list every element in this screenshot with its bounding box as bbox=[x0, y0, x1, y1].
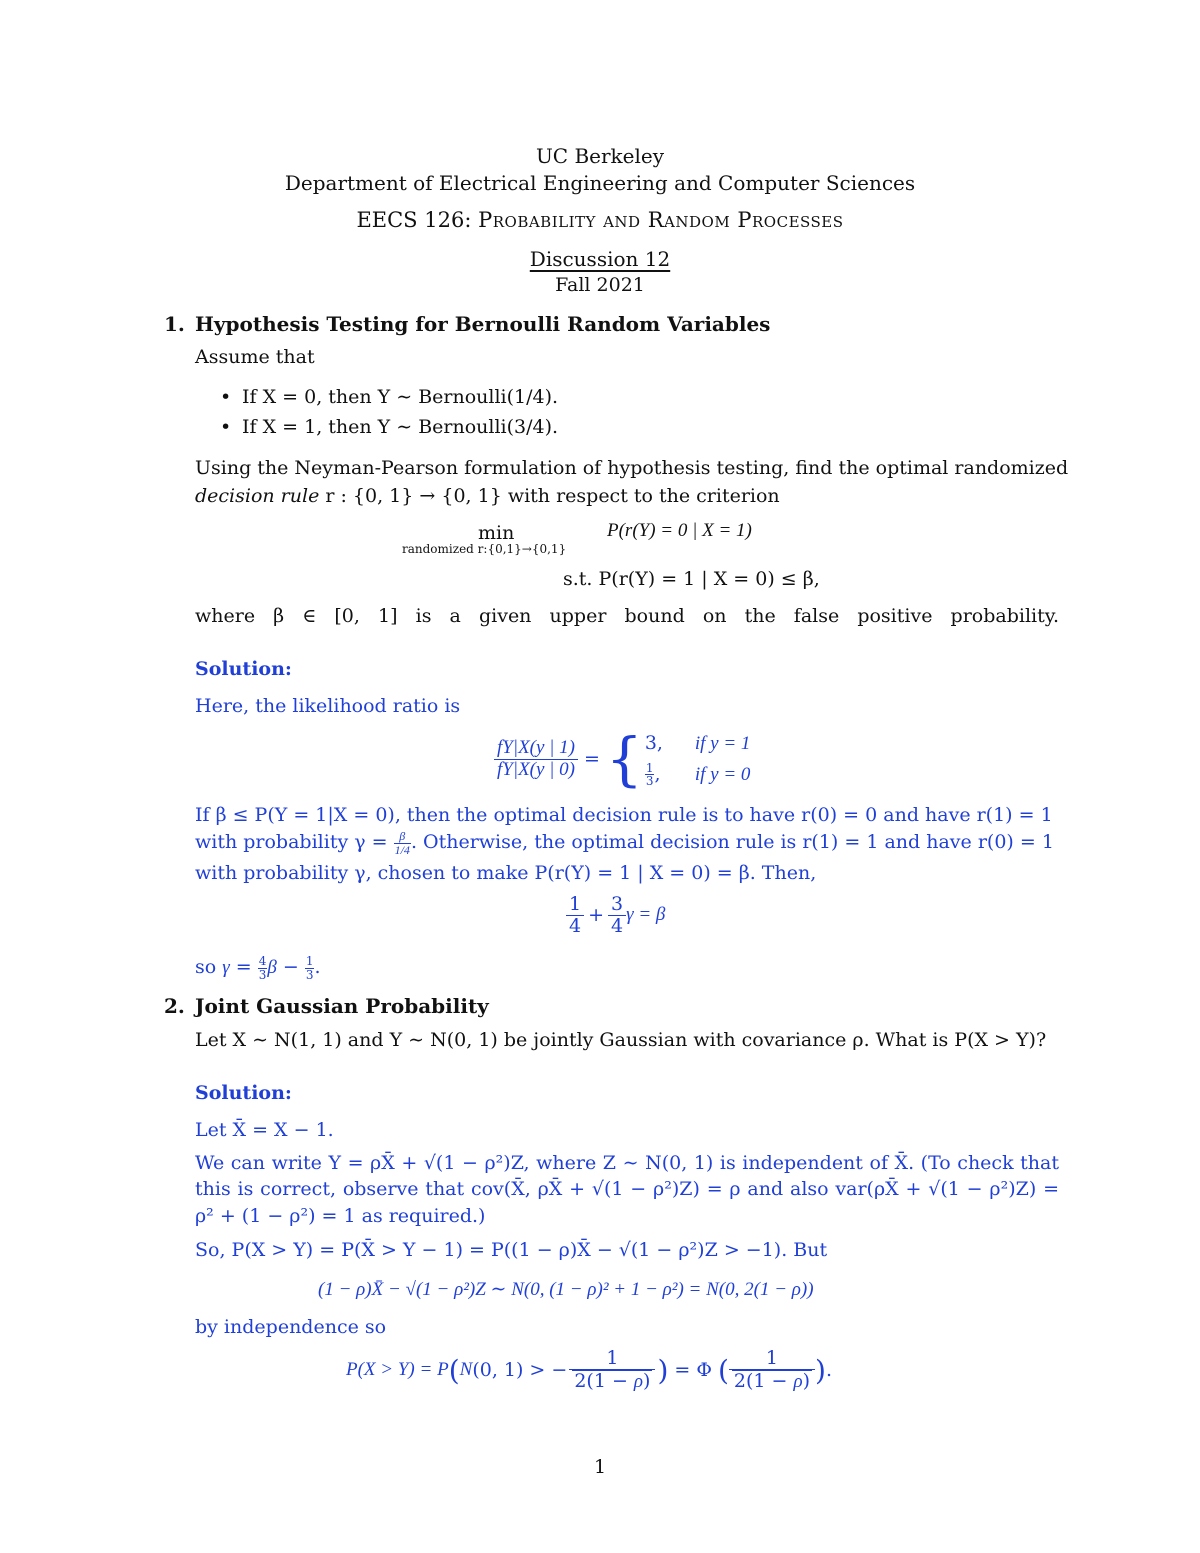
solution-2-line-by: by independence so bbox=[195, 1316, 387, 1338]
lr-case-1-condition: if y = 1 bbox=[694, 733, 751, 754]
problem-2-statement: Let X ∼ N(1, 1) and Y ∼ N(0, 1) be jointly Gaussian with covariance ρ. What is P(X > Y)? bbox=[195, 1029, 1047, 1051]
lr-case-1 bbox=[645, 728, 751, 759]
problem-1-intro: Assume that bbox=[195, 346, 315, 368]
solution-1-label: Solution: bbox=[195, 658, 292, 680]
gamma-fraction-num: β bbox=[394, 830, 411, 844]
term: Fall 2021 bbox=[555, 274, 645, 296]
solution-1-intro: Here, the likelihood ratio is bbox=[195, 695, 461, 717]
lr-case-2 bbox=[645, 759, 751, 790]
decision-rule-term: decision rule bbox=[195, 485, 320, 507]
lr-case-2-value: $\frac{1}{3}$ , bbox=[645, 760, 661, 789]
opt-min: min bbox=[478, 522, 515, 544]
opt-objective: P(r(Y) = 0 | X = 1) bbox=[607, 520, 752, 541]
problem-1-number: 1. bbox=[164, 312, 185, 336]
gamma-solution: so γ = $\frac{4}{3}$ β − $\frac{1}{3}$ . bbox=[195, 954, 321, 982]
lr-cases bbox=[645, 728, 751, 790]
solution-2-line-so: So, P(X > Y) = P(X̄ > Y − 1) = P((1 − ρ)X̄ − √(1 − ρ²)Z > −1). But bbox=[195, 1239, 828, 1261]
statement-rest: r : {0, 1} → {0, 1} with respect to the criterion bbox=[325, 485, 780, 507]
document-title bbox=[0, 247, 1200, 271]
where-beta-text: where β ∈ [0, 1] is a given upper bound on the false positive probability. bbox=[195, 605, 1059, 627]
solution-1-line-3: with probability γ, chosen to make P(r(Y) = 1 | X = 0) = β. Then, bbox=[195, 862, 817, 884]
problem-1-statement-line-1: Using the Neyman-Pearson formulation of hypothesis testing, find the optimal randomized bbox=[195, 457, 1069, 479]
gamma-fraction-den: 1/4 bbox=[394, 842, 410, 857]
page-number: 1 bbox=[593, 1456, 607, 1478]
lr-numerator: fY|X(y | 1) bbox=[494, 738, 578, 760]
gamma-fraction bbox=[394, 830, 411, 856]
gamma-equation: $\frac{1}{4}$ + $\frac{3}{4}$ γ = β bbox=[566, 894, 665, 937]
bullet-item: • If X = 1, then Y ∼ Bernoulli(3/4). bbox=[242, 416, 558, 438]
problem-1-statement-line-2 bbox=[195, 485, 780, 507]
lr-denominator: fY|X(y | 0) bbox=[497, 758, 575, 780]
solution-1-line-2a: with probability γ = bbox=[195, 831, 394, 854]
bullet-item: • If X = 0, then Y ∼ Bernoulli(1/4). bbox=[242, 386, 558, 408]
opt-min-subscript: randomized r:{0,1}→{0,1} bbox=[402, 542, 567, 556]
university-name: UC Berkeley bbox=[535, 144, 665, 168]
course-name: Probability and Random Processes bbox=[478, 208, 844, 232]
left-brace: { bbox=[605, 725, 643, 793]
solution-2-line-2: this is correct, observe that cov(X̄, ρX̄ + √(1 − ρ²)Z) = ρ and also var(ρX̄ + √(1 − ρ²)Z) = bbox=[195, 1178, 1059, 1200]
solution-1-line-2b: . Otherwise, the optimal decision rule is r(1) = 1 and have r(0) = 1 bbox=[410, 831, 1054, 854]
solution-2-label: Solution: bbox=[195, 1082, 292, 1104]
solution-2-line-1: We can write Y = ρX̄ + √(1 − ρ²)Z, where Z ∼ N(0, 1) is independent of X̄. (To check that bbox=[195, 1152, 1059, 1174]
likelihood-ratio-equation bbox=[494, 725, 751, 793]
problem-2-title: Joint Gaussian Probability bbox=[195, 994, 489, 1018]
problem-2-number: 2. bbox=[164, 994, 185, 1018]
solution-1-line-2 bbox=[195, 830, 1054, 856]
likelihood-ratio-fraction bbox=[494, 738, 578, 781]
course-title bbox=[0, 208, 1200, 232]
problem-1-title: Hypothesis Testing for Bernoulli Random Variables bbox=[195, 312, 771, 336]
distribution-equation: (1 − ρ)X̄ − √(1 − ρ²)Z ∼ N(0, (1 − ρ)² + 1 − ρ²) = N(0, 2(1 − ρ)) bbox=[318, 1279, 814, 1300]
course-code: EECS 126: bbox=[356, 208, 472, 232]
solution-2-line-3: ρ² + (1 − ρ²) = 1 as required.) bbox=[195, 1205, 486, 1227]
problem-1-bullet-list bbox=[242, 386, 558, 438]
department-name: Department of Electrical Engineering and Computer Sciences bbox=[284, 171, 916, 195]
discussion-number: Discussion 12 bbox=[529, 247, 671, 271]
opt-constraint: s.t. P(r(Y) = 1 | X = 0) ≤ β, bbox=[563, 568, 820, 590]
equals-sign: = bbox=[584, 748, 600, 770]
lr-case-2-condition: if y = 0 bbox=[694, 764, 751, 785]
solution-1-line-1: If β ≤ P(Y = 1|X = 0), then the optimal decision rule is to have r(0) = 0 and have r(1) = 1 bbox=[195, 804, 1053, 826]
lr-case-1-value: 3, bbox=[644, 732, 663, 754]
solution-2-let: Let X̄ = X − 1. bbox=[195, 1119, 334, 1141]
final-probability-equation: P(X > Y) = P ( N (0, 1) > − $\frac{1}{2(1 - \rho)}$ ) = Φ ( $\frac{1}{2(1 - \rho)}$ ) . bbox=[346, 1347, 832, 1392]
